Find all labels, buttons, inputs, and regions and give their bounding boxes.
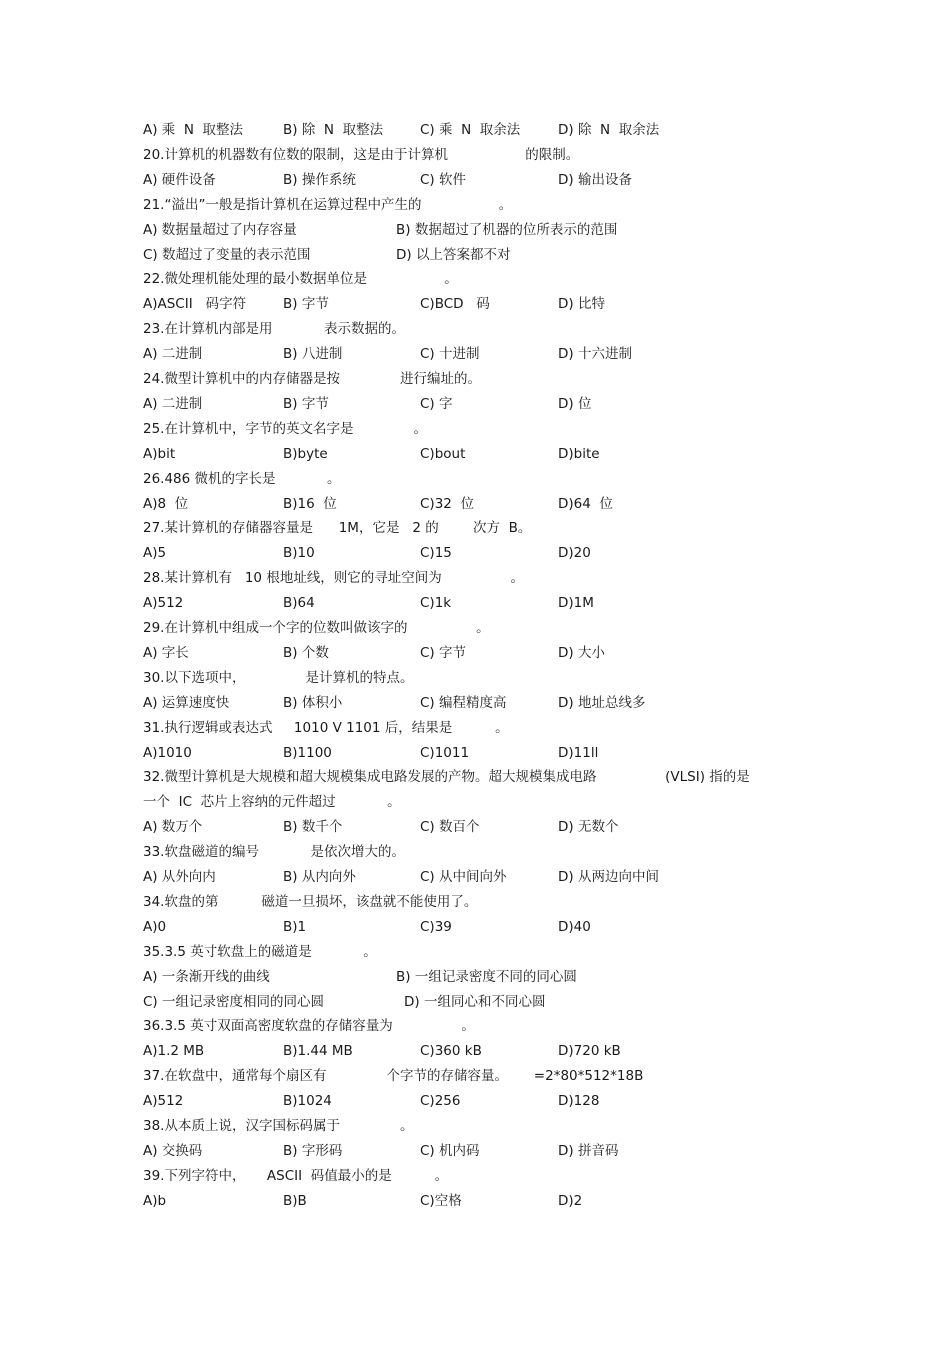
answer-option: B)10 [283,545,315,561]
answer-option: C)360 kB [420,1043,482,1059]
answer-option: C)BCD 码 [420,296,490,312]
answer-option: A) 数据量超过了内存容量 [143,222,297,238]
answer-option: D) 拼音码 [558,1143,619,1159]
answer-option: C) 从中间向外 [420,869,507,885]
answer-option: B) 字节 [283,296,329,312]
answer-option: D) 十六进制 [558,346,632,362]
answer-option: B)1.44 MB [283,1043,353,1059]
answer-option: D)40 [558,919,591,935]
answer-option: B) 数千个 [283,819,343,835]
question-text: 一个 IC 芯片上容纳的元件超过 。 [143,794,401,810]
answer-option: A) 二进制 [143,346,203,362]
answer-option: A) 一条渐开线的曲线 [143,969,270,985]
answer-option: D)1M [558,595,594,611]
answer-option: B)byte [283,446,328,462]
question-text: 37.在软盘中，通常每个扇区有 个字节的存储容量。 =2*80*512*18B [143,1068,644,1084]
answer-option: B) 字形码 [283,1143,343,1159]
answer-option: D) 从两边向中间 [558,869,659,885]
answer-option: C) 一组记录密度相同的同心圆 [143,994,324,1010]
answer-option: C)bout [420,446,466,462]
question-text: 22.微处理机能处理的最小数据单位是 。 [143,271,458,287]
answer-option: A) 乘 N 取整法 [143,122,244,138]
answer-option: D)bite [558,446,600,462]
answer-option: A) 字长 [143,645,189,661]
answer-option: C)256 [420,1093,461,1109]
question-text: 27.某计算机的存储器容量是 1M，它是 2 的 次方 B。 [143,520,532,536]
question-text: 25.在计算机中，字节的英文名字是 。 [143,421,428,437]
answer-option: B)1024 [283,1093,332,1109]
answer-option: D)64 位 [558,496,613,512]
answer-option: D) 位 [558,396,592,412]
answer-option: C)空格 [420,1193,462,1209]
answer-option: A)0 [143,919,167,935]
answer-option: D)11ll [558,745,599,761]
answer-option: B) 数据超过了机器的位所表示的范围 [396,222,618,238]
answer-option: C) 乘 N 取余法 [420,122,521,138]
answer-option: A)512 [143,1093,184,1109]
question-text: 31.执行逻辑或表达式 1010 V 1101 后，结果是 。 [143,720,509,736]
answer-option: A) 数万个 [143,819,203,835]
question-text: 34.软盘的第 磁道一旦损坏，该盘就不能使用了。 [143,894,478,910]
answer-option: A)bit [143,446,176,462]
question-text: 32.微型计算机是大规模和超大规模集成电路发展的产物。超大规模集成电路 (VLSI) 指的是 [143,769,750,785]
answer-option: B)64 [283,595,315,611]
answer-option: D)720 kB [558,1043,621,1059]
answer-option: B) 操作系统 [283,172,356,188]
answer-option: D)128 [558,1093,600,1109]
answer-option: A)1010 [143,745,192,761]
question-text: 36.3.5 英寸双面高密度软盘的存储容量为 。 [143,1018,475,1034]
question-text: 29.在计算机中组成一个字的位数叫做该字的 。 [143,620,490,636]
answer-option: B)1100 [283,745,332,761]
answer-option: D)20 [558,545,591,561]
answer-option: D) 一组同心和不同心圆 [404,994,546,1010]
answer-option: C) 编程精度高 [420,695,507,711]
answer-option: D) 除 N 取余法 [558,122,660,138]
answer-option: D)2 [558,1193,583,1209]
answer-option: C) 机内码 [420,1143,480,1159]
answer-option: A)ASCII 码字符 [143,296,247,312]
answer-option: A) 从外向内 [143,869,216,885]
answer-option: C) 软件 [420,172,466,188]
question-text: 24.微型计算机中的内存储器是按 进行编址的。 [143,371,482,387]
question-text: 26.486 微机的字长是 。 [143,471,341,487]
question-text: 38.从本质上说，汉字国标码属于 。 [143,1118,414,1134]
answer-option: C)15 [420,545,452,561]
answer-option: A)b [143,1193,167,1209]
question-text: 23.在计算机内部是用 表示数据的。 [143,321,405,337]
answer-option: C)1k [420,595,452,611]
answer-option: B) 从内向外 [283,869,356,885]
question-text: 39.下列字符中， ASCII 码值最小的是 。 [143,1168,449,1184]
answer-option: B) 字节 [283,396,329,412]
question-text: 30.以下选项中， 是计算机的特点。 [143,670,414,686]
answer-option: D) 大小 [558,645,605,661]
answer-option: C) 字 [420,396,453,412]
answer-option: A) 二进制 [143,396,203,412]
answer-option: C) 字节 [420,645,466,661]
answer-option: A) 运算速度快 [143,695,230,711]
answer-option: A)1.2 MB [143,1043,205,1059]
question-text: 33.软盘磁道的编号 是依次增大的。 [143,844,405,860]
answer-option: B)1 [283,919,307,935]
question-text: 21.“溢出”一般是指计算机在运算过程中产生的 。 [143,197,513,213]
answer-option: C)32 位 [420,496,474,512]
answer-option: B) 八进制 [283,346,343,362]
answer-option: D) 地址总线多 [558,695,646,711]
answer-option: C) 数百个 [420,819,480,835]
answer-option: C) 十进制 [420,346,480,362]
answer-option: B)B [283,1193,307,1209]
question-text: 20.计算机的机器数有位数的限制，这是由于计算机 的限制。 [143,147,580,163]
answer-option: B) 除 N 取整法 [283,122,384,138]
answer-option: D) 以上答案都不对 [396,247,511,263]
answer-option: B)16 位 [283,496,337,512]
answer-option: B) 一组记录密度不同的同心圆 [396,969,577,985]
answer-option: D) 输出设备 [558,172,632,188]
answer-option: B) 体积小 [283,695,343,711]
answer-option: D) 比特 [558,296,605,312]
answer-option: C) 数超过了变量的表示范围 [143,247,311,263]
answer-option: D) 无数个 [558,819,619,835]
answer-option: A)8 位 [143,496,189,512]
question-text: 35.3.5 英寸软盘上的磁道是 。 [143,944,377,960]
answer-option: A) 交换码 [143,1143,203,1159]
answer-option: A)512 [143,595,184,611]
answer-option: C)39 [420,919,452,935]
answer-option: C)1011 [420,745,470,761]
answer-option: A) 硬件设备 [143,172,216,188]
answer-option: B) 个数 [283,645,329,661]
answer-option: A)5 [143,545,167,561]
question-text: 28.某计算机有 10 根地址线，则它的寻址空间为 。 [143,570,524,586]
